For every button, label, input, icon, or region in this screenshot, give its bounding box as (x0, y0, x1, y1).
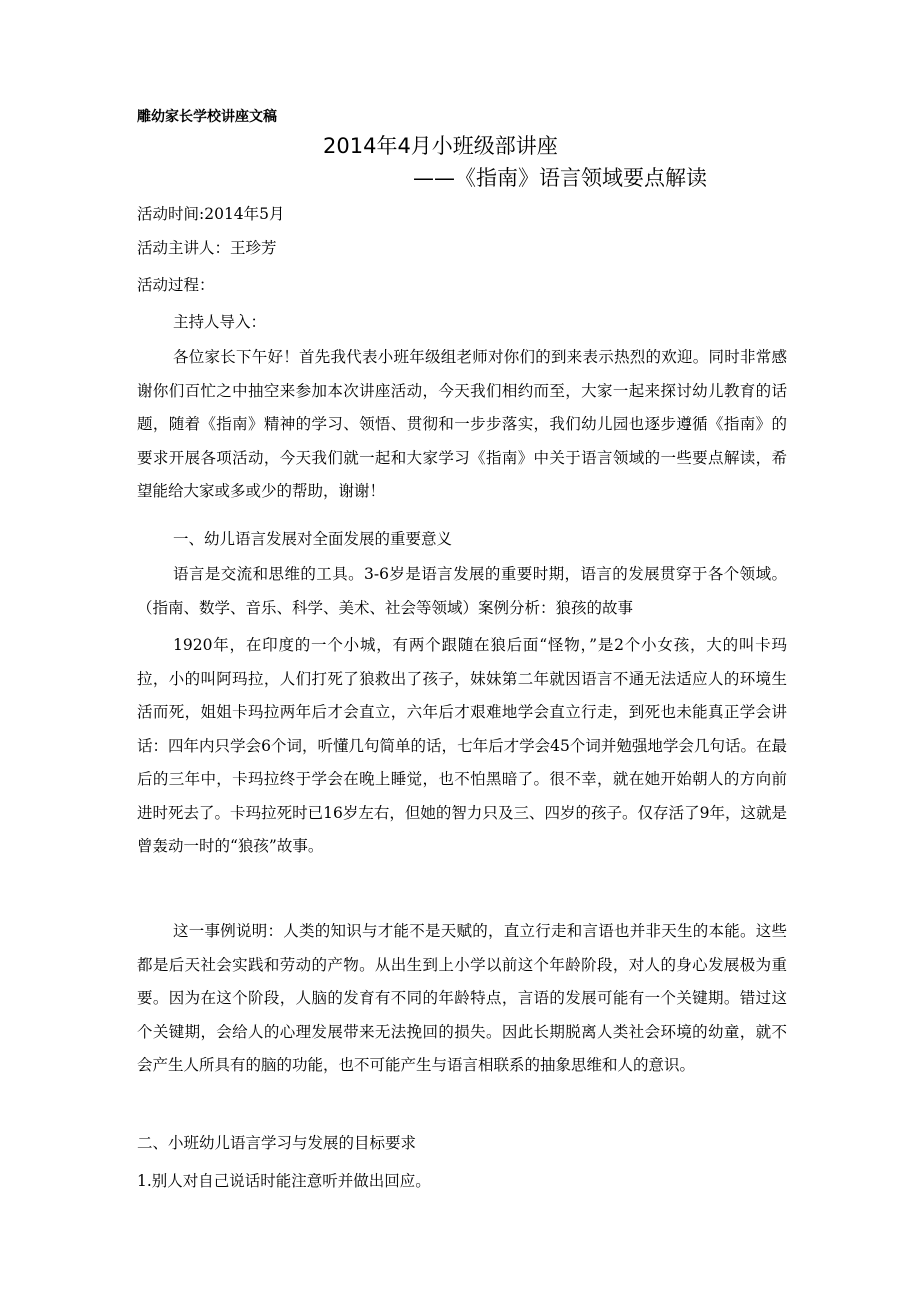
language-tool-paragraph: 语言是交流和思维的工具。3-6岁是语言发展的重要时期，语言的发展贯穿于各个领域。（指南、数学、音乐、科学、美术、社会等领域）案例分析：狼孩的故事 (137, 565, 787, 617)
section-1-heading: 一、幼儿语言发展对全面发展的重要意义 (173, 530, 453, 548)
goal-item-1: 1.别人对自己说话时能注意听并做出回应。 (137, 1172, 431, 1190)
activity-process: 活动过程： (137, 276, 215, 294)
header-label: 雕幼家长学校讲座文稿 (137, 109, 277, 125)
page-subtitle: ——《指南》语言领域要点解读 (413, 166, 707, 190)
page-title: 2014年4月小班级部讲座 (323, 134, 558, 158)
activity-time: 活动时间:2014年5月 (137, 205, 285, 223)
lesson-paragraph: 这一事例说明：人类的知识与才能不是天赋的，直立行走和言语也并非天生的本能。这些都是后天社会实践和劳动的产物。从出生到上小学以前这个年龄阶段，对人的身心发展极为重要。因为在这个阶段，人脑的发育有不同的年龄特点，言语的发展可能有一个关键期。错过这个关键期，会给人的心理发展带来无法挽回的损失。因此长期脱离人类社会环境的幼童，就不会产生人所具有的脑的功能，也不可能产生与语言相联系的抽象思维和人的意识。 (137, 922, 787, 1074)
activity-speaker: 活动主讲人：王珍芳 (137, 239, 277, 257)
host-intro: 主持人导入： (173, 313, 267, 331)
section-2-heading: 二、小班幼儿语言学习与发展的目标要求 (137, 1134, 417, 1152)
welcome-paragraph: 各位家长下午好！首先我代表小班年级组老师对你们的到来表示热烈的欢迎。同时非常感谢你们百忙之中抽空来参加本次讲座活动，今天我们相约而至，大家一起来探讨幼儿教育的话题，随着《指南》精神的学习、领悟、贯彻和一步步落实，我们幼儿园也逐步遵循《指南》的要求开展各项活动，今天我们就一起和大家学习《指南》中关于语言领域的一些要点解读，希望能给大家或多或少的帮助，谢谢！ (137, 348, 787, 500)
wolf-child-story-paragraph: 1920年，在印度的一个小城，有两个跟随在狼后面“怪物，”是2个小女孩，大的叫卡玛拉，小的叫阿玛拉，人们打死了狼救出了孩子，妹妹第二年就因语言不通无法适应人的环境生活而死，姐姐卡玛拉两年后才会直立，六年后才艰难地学会直立行走，到死也未能真正学会讲话：四年内只学会6个词，听懂几句简单的话，七年后才学会45个词并勉强地学会几句话。在最后的三年中，卡玛拉终于学会在晚上睡觉，也不怕黑暗了。很不幸，就在她开始朝人的方向前进时死去了。卡玛拉死时已16岁左右，但她的智力只及三、四岁的孩子。仅存活了9年，这就是曾轰动一时的“狼孩”故事。 (137, 636, 787, 855)
